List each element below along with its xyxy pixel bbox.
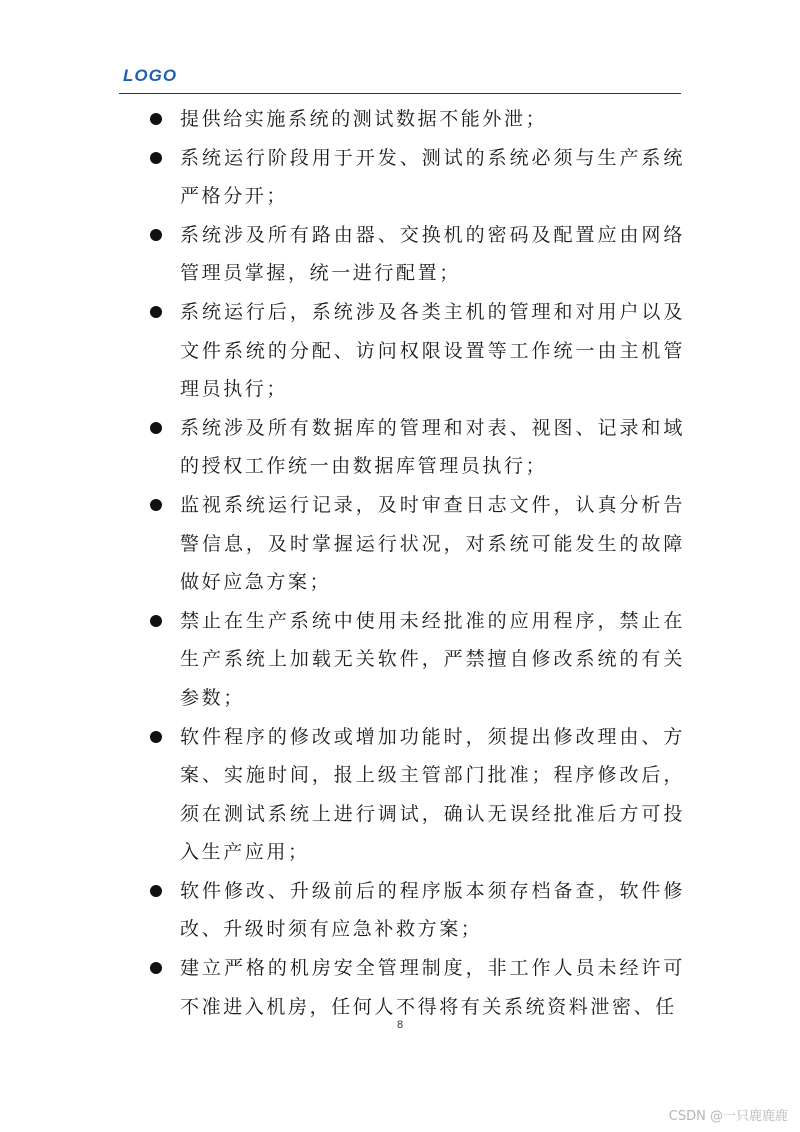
list-item: [150, 293, 685, 409]
bullet-icon: [150, 885, 162, 897]
list-item: [150, 718, 685, 872]
bullet-icon: [150, 962, 162, 974]
list-item-text: 软件修改、升级前后的程序版本须存档备查，软件修改、升级时须有应急补救方案；: [180, 879, 685, 941]
list-item-text: 建立严格的机房安全管理制度，非工作人员未经许可不准进入机房，任何人不得将有关系统资料泄密、任: [180, 957, 685, 1018]
list-item-text: 禁止在生产系统中使用未经批准的应用程序，禁止在生产系统上加载无关软件，严禁擅自修改系统的有关参数；: [180, 609, 685, 709]
bullet-icon: [150, 499, 162, 511]
list-item-text: 系统运行阶段用于开发、测试的系统必须与生产系统严格分开；: [180, 146, 685, 208]
list-item-text: 监视系统运行记录，及时审查日志文件，认真分析告警信息，及时掌握运行状况，对系统可能发生的故障做好应急方案；: [180, 493, 685, 594]
list-item-text: 软件程序的修改或增加功能时，须提出修改理由、方案、实施时间，报上级主管部门批准；程序修改后，须在测试系统上进行调试，确认无误经批准后方可投入生产应用；: [180, 725, 685, 864]
watermark: CSDN @一只鹿鹿鹿: [668, 1109, 788, 1124]
header-divider: [119, 93, 681, 94]
bullet-icon: [150, 229, 162, 241]
page-number: 8: [396, 1019, 404, 1031]
bullet-icon: [150, 113, 162, 125]
list-item: [150, 216, 685, 293]
bullet-icon: [150, 306, 162, 318]
list-item-text: 系统涉及所有路由器、交换机的密码及配置应由网络管理员掌握，统一进行配置；: [180, 223, 685, 285]
list-item-text: 系统运行后，系统涉及各类主机的管理和对用户以及文件系统的分配、访问权限设置等工作统一由主机管理员执行；: [180, 300, 685, 401]
list-item: [150, 486, 685, 602]
list-item: [150, 409, 685, 486]
logo: LOGO: [123, 66, 178, 85]
bullet-icon: [150, 422, 162, 434]
list-item-text: 提供给实施系统的测试数据不能外泄；: [180, 108, 548, 130]
list-item-text: 系统涉及所有数据库的管理和对表、视图、记录和域的授权工作统一由数据库管理员执行；: [180, 416, 685, 478]
bullet-icon: [150, 615, 162, 627]
bullet-icon: [150, 731, 162, 743]
list-item: [150, 602, 685, 718]
list-item: [150, 100, 685, 139]
bullet-list: [150, 100, 685, 1026]
list-item: [150, 139, 685, 216]
bullet-icon: [150, 152, 162, 164]
list-item: [150, 949, 685, 1026]
list-item: [150, 872, 685, 949]
